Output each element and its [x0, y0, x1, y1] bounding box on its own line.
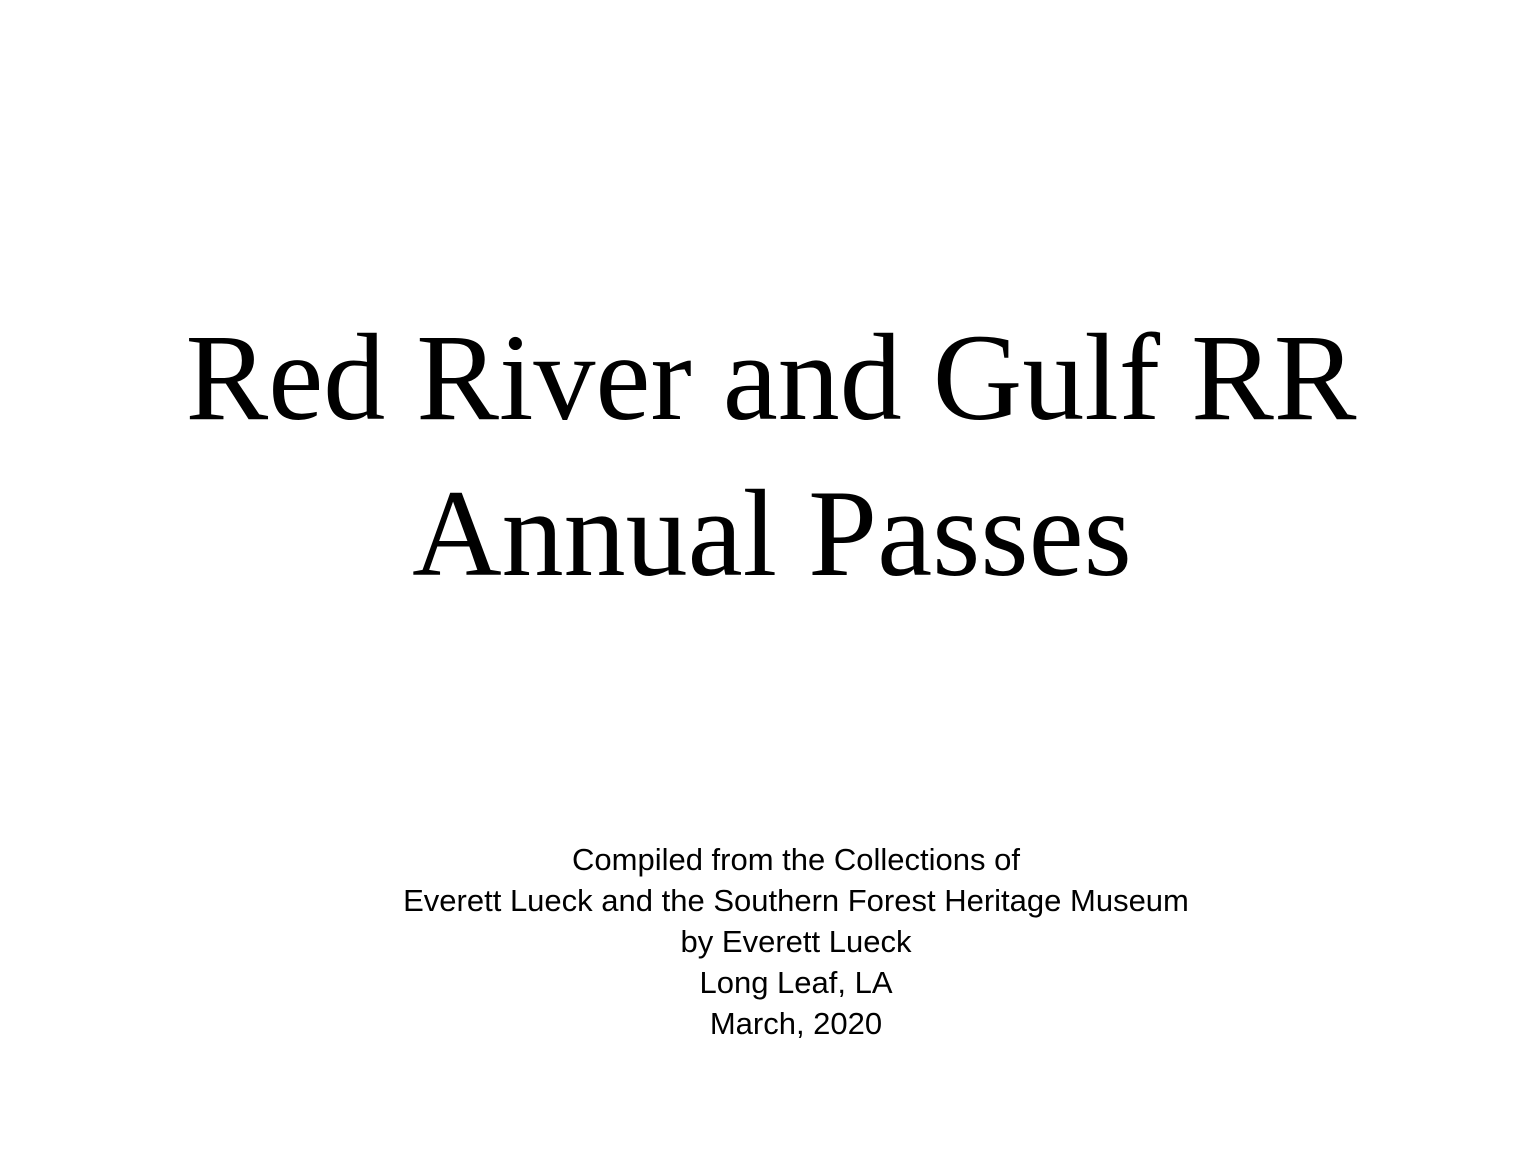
title-line-2: Annual Passes [412, 465, 1132, 602]
credits-line-date: March, 2020 [709, 1006, 883, 1041]
slide-title [0, 300, 1536, 612]
credits-line-author: by Everett Lueck [680, 924, 912, 959]
credits-line-collections: Everett Lueck and the Southern Forest Heritage Museum [403, 883, 1189, 918]
slide-credits [0, 839, 1536, 1044]
credits-line-location: Long Leaf, LA [699, 965, 893, 1000]
credits-line-compiled: Compiled from the Collections of [572, 842, 1020, 877]
title-line-1: Red River and Gulf RR [185, 309, 1357, 446]
